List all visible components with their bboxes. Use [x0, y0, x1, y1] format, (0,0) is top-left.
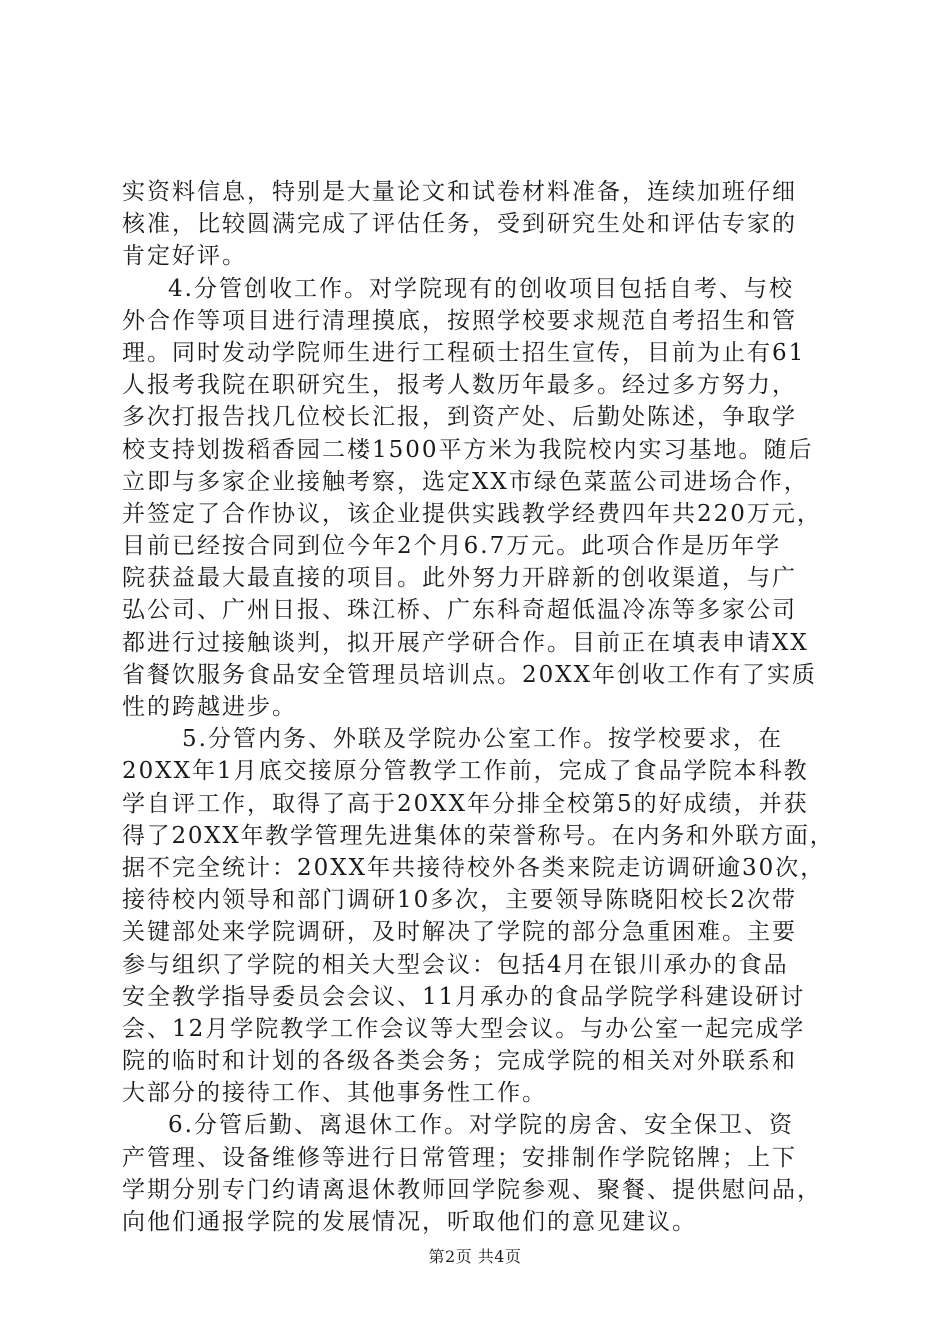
- text-line: 都进行过接触谈判，拟开展产学研合作。目前正在填表申请XX: [122, 629, 809, 656]
- text-line: 弘公司、广州日报、珠江桥、广东科奇超低温冷冻等多家公司: [122, 597, 797, 624]
- text-line: 学期分别专门约请离退休教师回学院参观、聚餐、提供慰问品，: [122, 1176, 822, 1203]
- text-line: 接待校内领导和部门调研10多次，主要领导陈晓阳校长2次带: [122, 887, 797, 914]
- text-line: 20XX年1月底交接原分管教学工作前，完成了食品学院本科教: [122, 758, 809, 785]
- text-line: 立即与多家企业接触考察，选定XX市绿色菜蓝公司进场合作，: [122, 468, 809, 495]
- text-line: 据不完全统计：20XX年共接待校外各类来院走访调研逾30次，: [122, 854, 826, 881]
- text-line: 院的临时和计划的各级各类会务；完成学院的相关对外联系和: [122, 1048, 797, 1075]
- paragraph-5-start: 5.分管内务、外联及学院办公室工作。按学校要求，在: [182, 726, 783, 753]
- text-line: 实资料信息，特别是大量论文和试卷材料准备，连续加班仔细: [122, 179, 797, 205]
- paragraph-4-start: 4.分管创收工作。对学院现有的创收项目包括自考、与校: [168, 275, 794, 302]
- text-line: 学自评工作，取得了高于20XX年分排全校第5的好成绩，并获: [122, 790, 809, 817]
- text-line: 外合作等项目进行清理摸底，按照学校要求规范自考招生和管: [122, 307, 797, 334]
- text-line: 多次打报告找几位校长汇报，到资产处、后勤处陈述，争取学: [122, 404, 797, 431]
- text-line: 大部分的接待工作、其他事务性工作。: [122, 1080, 547, 1107]
- text-line: 会、12月学院教学工作会议等大型会议。与办公室一起完成学: [122, 1015, 806, 1042]
- text-line: 关键部处来学院调研，及时解决了学院的部分急重困难。主要: [122, 919, 797, 946]
- text-line: 安全教学指导委员会会议、11月承办的食品学院学科建设研讨: [122, 983, 806, 1010]
- text-line: 性的跨越进步。: [122, 694, 297, 720]
- paragraph-6-start: 6.分管后勤、离退休工作。对学院的房舍、安全保卫、资: [168, 1112, 794, 1139]
- text-line: 核准，比较圆满完成了评估任务，受到研究生处和评估专家的: [122, 211, 797, 238]
- text-line: 肯定好评。: [122, 243, 247, 270]
- text-line: 理。同时发动学院师生进行工程硕士招生宣传，目前为止有61: [122, 339, 806, 366]
- body-text: [122, 176, 837, 1238]
- text-line: 参与组织了学院的相关大型会议：包括4月在银川承办的食品: [122, 951, 789, 978]
- text-line: 向他们通报学院的发展情况，听取他们的意见建议。: [122, 1209, 697, 1235]
- text-line: 省餐饮服务食品安全管理员培训点。20XX年创收工作有了实质: [122, 661, 818, 688]
- text-line: 产管理、设备维修等进行日常管理；安排制作学院铭牌；上下: [122, 1144, 797, 1171]
- text-line: 得了20XX年教学管理先进集体的荣誉称号。在内务和外联方面，: [122, 822, 835, 849]
- page-number: 第2页 共4页: [428, 1247, 522, 1266]
- text-line: 院获益最大最直接的项目。此外努力开辟新的创收渠道，与广: [122, 565, 797, 592]
- text-line: 人报考我院在职研究生，报考人数历年最多。经过多方努力，: [122, 372, 797, 399]
- text-line: 并签定了合作协议，该企业提供实践教学经费四年共220万元，: [122, 500, 822, 527]
- text-line: 校支持划拨稻香园二楼1500平方米为我院校内实习基地。随后: [122, 436, 814, 463]
- text-line: 目前已经按合同到位今年2个月6.7万元。此项合作是历年学: [122, 533, 782, 560]
